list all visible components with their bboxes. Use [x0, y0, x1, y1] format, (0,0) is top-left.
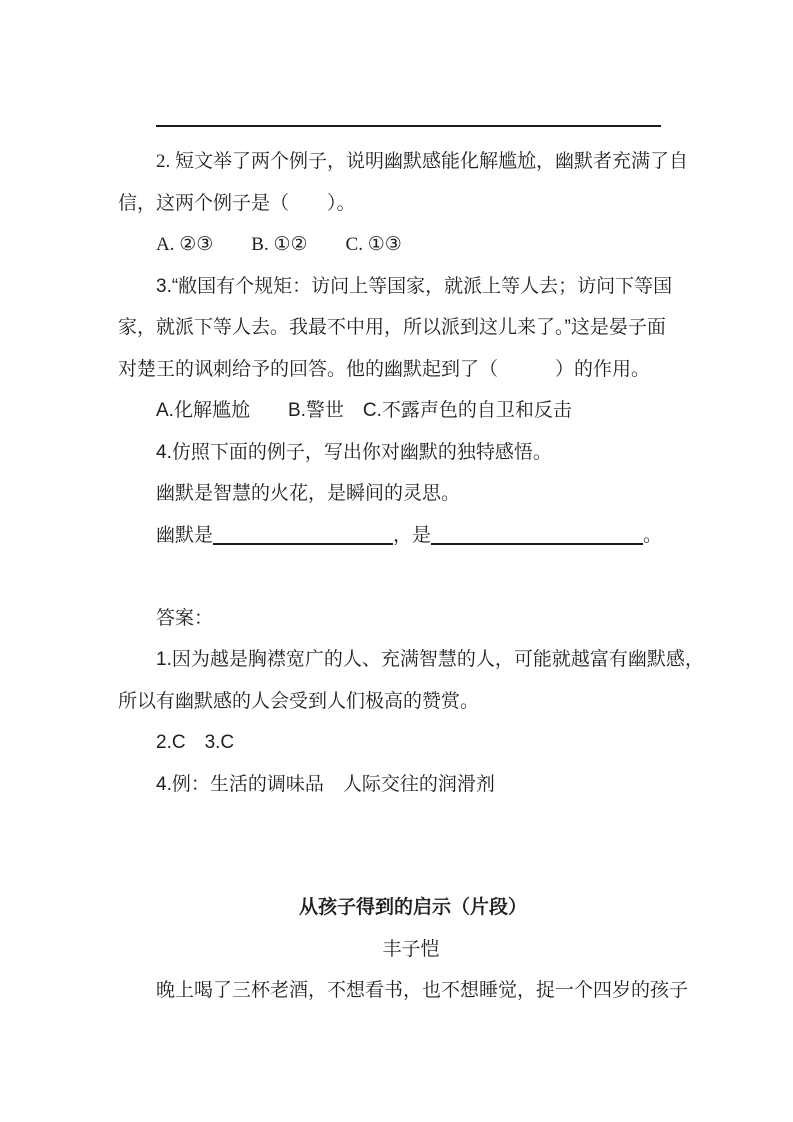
question-2-options: A. ②③ B. ①② C. ①③: [156, 234, 402, 255]
fill-blank-2: [431, 523, 643, 545]
worksheet-page: [118, 0, 704, 1012]
reading-author: 丰子恺: [382, 938, 440, 960]
question-4-fill-line: [118, 515, 688, 557]
answer-4: 4.例：生活的调味品 人际交往的润滑剂: [156, 773, 495, 795]
question-3-text-line-2: 家，就派下等人去。我最不中用，所以派到这儿来了。”这是晏子面: [118, 317, 666, 338]
fill-blank-1: [213, 523, 393, 545]
question-section: [118, 141, 688, 556]
fill-middle: ，是: [393, 524, 432, 546]
question-4-example: 幽默是智慧的火花，是瞬间的灵思。: [156, 483, 461, 504]
answer-1-line-2: 所以有幽默感的人会受到人们极高的赞赏。: [118, 690, 480, 712]
answer-1-line-1: 1.因为越是胸襟宽广的人、充满智慧的人，可能就越富有幽默感，: [156, 649, 704, 670]
reading-body-line: 晚上喝了三杯老酒，不想看书，也不想睡觉，捉一个四岁的孩子: [156, 980, 689, 1001]
question-3-text-line-3: 对楚王的讽刺给予的回答。他的幽默起到了（ ）的作用。: [118, 358, 651, 380]
question-2-text-line-2: 信，这两个例子是（ ）。: [118, 192, 356, 214]
question-3-text-line-1: 3.“敝国有个规矩：访问上等国家，就派上等人去；访问下等国: [156, 275, 673, 297]
fill-suffix: 。: [643, 524, 663, 546]
answer-line-rule: [156, 125, 661, 127]
question-3-options: A.化解尴尬 B.警世 C.不露声色的自卫和反击: [156, 400, 572, 421]
answers-heading: 答案：: [156, 607, 214, 629]
question-4-prompt: 4.仿照下面的例子，写出你对幽默的独特感悟。: [156, 441, 552, 463]
answers-section: [118, 598, 704, 806]
reading-section: [118, 887, 688, 1012]
question-2-text-line-1: 2. 短文举了两个例子，说明幽默感能化解尴尬，幽默者充满了自: [156, 151, 689, 172]
reading-title: 从孩子得到的启示（片段）: [298, 897, 527, 918]
answer-2-3: 2.C 3.C: [156, 732, 235, 753]
fill-prefix: 幽默是: [156, 524, 214, 546]
